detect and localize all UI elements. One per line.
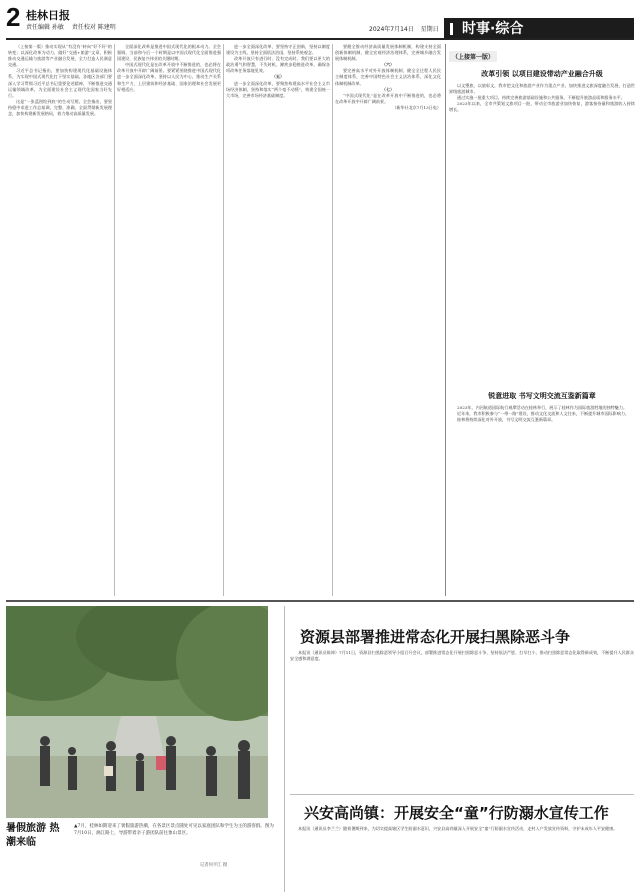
paragraph: 2023年以来，全市共策划文旅项目一批，带动全市旅游业加快恢复，游客接待量和旅游收入持续增长。 bbox=[449, 101, 635, 113]
column-divider bbox=[284, 606, 285, 892]
paragraph: 本报讯（通讯员陈坤）7月11日，资源县扫黑除恶领导小组召开会议，部署推进常态化开展扫黑除恶斗争，坚持依法严惩、打早打小，推动扫黑除恶常态化取得新成效，不断提升人民群众安全感和满意度。 bbox=[290, 650, 634, 662]
section-number: （五） bbox=[271, 74, 285, 80]
column-divider bbox=[332, 44, 333, 596]
editor-credit: 责任编辑 孙敏 bbox=[26, 24, 64, 31]
article-ziyuan-body bbox=[290, 650, 634, 790]
main-article-column-4 bbox=[335, 44, 441, 596]
paragraph: 近年来，我市积极参与“一带一路”建设，推动文化交流和人文往来，不断提升城市国际影响力。 bbox=[457, 411, 630, 417]
paragraph: 习近平总书记指出，要加快构建现代化基础设施体系，为实现中国式现代化打下坚实基础。各地区各部门要深入学习贯彻习近平总书记重要论述精神，不断推进交通运输领域改革，为全面建设社会主义现代化国家当好先行。 bbox=[8, 68, 112, 98]
editor-credits bbox=[26, 22, 122, 31]
news-photo bbox=[6, 606, 268, 818]
column-divider bbox=[114, 44, 115, 596]
weekday-text: 星期日 bbox=[420, 26, 439, 33]
column-divider bbox=[223, 44, 224, 596]
section-number: （六） bbox=[381, 62, 395, 68]
paragraph: 要健全推动经济高质量发展体制机制，构建支持全面创新体制机制，健全宏观经济治理体系，完善城乡融合发展体制机制。 bbox=[335, 44, 441, 62]
paragraph: 桂林将持续深化对外开放，书写文明交流互鉴新篇章。 bbox=[457, 417, 556, 423]
sidebar-divider bbox=[445, 44, 446, 596]
sidebar-headline-2: 锐意进取 书写文明交流互鉴新篇章 bbox=[488, 392, 596, 400]
page-number: 2 bbox=[6, 2, 21, 32]
date-text: 2024年7月14日 bbox=[369, 26, 414, 33]
proofreader-credit: 责任校对 陈建明 bbox=[71, 24, 116, 31]
paragraph: 进一步全面深化改革，要坚持守正创新，坚持以制度建设为主线，坚持全面依法治国，坚持系统观念。 bbox=[226, 44, 330, 56]
main-article-column-3 bbox=[226, 44, 330, 596]
sidebar bbox=[449, 44, 635, 595]
article-headline-ziyuan: 资源县部署推进常态化开展扫黑除恶斗争 bbox=[300, 628, 571, 646]
paragraph: 本报讯（通讯员李兰兰）随着暑期到来，为切实提高辖区学生防溺水意识，兴安县高尚镇深入开展安全“童”行防溺水宣传活动，走村入户发放宣传资料，守护未成年人平安健康。 bbox=[298, 826, 618, 831]
photo-caption: ▲7月，桂林如期迎来了暑假旅游热潮，在各景区景点随处可见以家庭团队和学生为主的游客群。图为7月10日，漓江路上，导游带着亲子游团队前往象山景区。 bbox=[74, 824, 274, 836]
paragraph: 要完善高水平对外开放体制机制，健全全过程人民民主制度体系，完善中国特色社会主义法治体系，深化文化体制机制改革。 bbox=[335, 68, 441, 86]
continued-tag: （上接第一版） bbox=[449, 51, 497, 62]
main-article-column-1 bbox=[8, 44, 112, 596]
main-article-column-2 bbox=[117, 44, 221, 596]
sidebar-article-2 bbox=[449, 405, 635, 595]
section-rule bbox=[6, 600, 634, 602]
paragraph: 这是“一张蓝图绘到底”的生动写照。全会指出，要坚持稳中求进工作总基调，完整、准确、全面贯彻新发展理念，加快构建新发展格局，着力推动高质量发展。 bbox=[8, 98, 112, 117]
paragraph: 2023年，内河航道国际航行观摩活动在桂林举行，展示了桂林作为国际旅游胜地的独特魅力。 bbox=[457, 405, 628, 410]
tourists-on-tree-lined-road-image bbox=[6, 606, 268, 818]
paragraph: 通过实施一批重大项目，持续完善旅游基础设施和公共服务，不断提升旅游品质和服务水平。 bbox=[457, 95, 625, 101]
paragraph: 进一步全面深化改革，要聚焦构建高水平社会主义市场经济体制，坚持和落实“两个毫不动摇”，构建全国统一大市场，完善市场经济基础制度。 bbox=[226, 80, 330, 98]
paper-name: 桂林日报 bbox=[26, 9, 70, 22]
sidebar-headline-1: 改革引领 以项目建设带动产业融合升级 bbox=[481, 70, 603, 78]
paragraph: 全面深化改革是推进中国式现代化的根本动力。全会强调，当前和今后一个时期是以中国式现代化全面推进强国建设、民族复兴伟业的关键时期。 bbox=[117, 44, 221, 62]
article-separator bbox=[290, 794, 634, 795]
photo-credit: 记者何平江 摄 bbox=[200, 863, 228, 868]
dateline: （新华社北京7月13日电） bbox=[392, 104, 441, 110]
masthead-rule bbox=[6, 38, 634, 40]
sidebar-article-1 bbox=[449, 83, 635, 383]
section-label: 时事·综合 bbox=[444, 18, 634, 40]
paragraph: 改革开放只有进行时、没有完成时。我们要以更大的政治勇气和智慧，不失时机、蹄疾步稳推进改革，确保各项改革任务落地见效。 bbox=[226, 56, 330, 74]
article-headline-xingan: 兴安高尚镇：开展安全“童”行防溺水宣传工作 bbox=[304, 804, 609, 822]
issue-date bbox=[364, 24, 439, 33]
photo-title: 暑假旅游 热潮来临 bbox=[6, 823, 60, 848]
paragraph: （上接第一版）推动实现从“有没有”转向“好不好”的转变；以深化改革为动力，做好“交通+旅游”文章，积极推动交通运输与旅游等产业融合发展，全力打造人民满意交通。 bbox=[8, 44, 112, 68]
article-xingan-body bbox=[290, 826, 634, 892]
masthead bbox=[6, 4, 634, 38]
section-number: （七） bbox=[381, 86, 395, 92]
paragraph: 中国式现代化是在改革开放中不断推进的，也必将在改革开放中开辟广阔前景。要紧紧围绕推进中国式现代化进一步全面深化改革，坚持以人民为中心，推动生产关系和生产力、上层建筑和经济基础、国家治理和社会发展更好相适应。 bbox=[117, 62, 221, 92]
paragraph: 以文塑旅，以旅彰文，我市把文化和旅游产业作为重点产业，加快推进文旅深度融合发展，打造世界级旅游城市。 bbox=[449, 83, 635, 95]
paragraph: “中国式现代化”是在改革开放中不断推进的，也必将在改革开放中开辟广阔前景。 bbox=[335, 92, 441, 104]
